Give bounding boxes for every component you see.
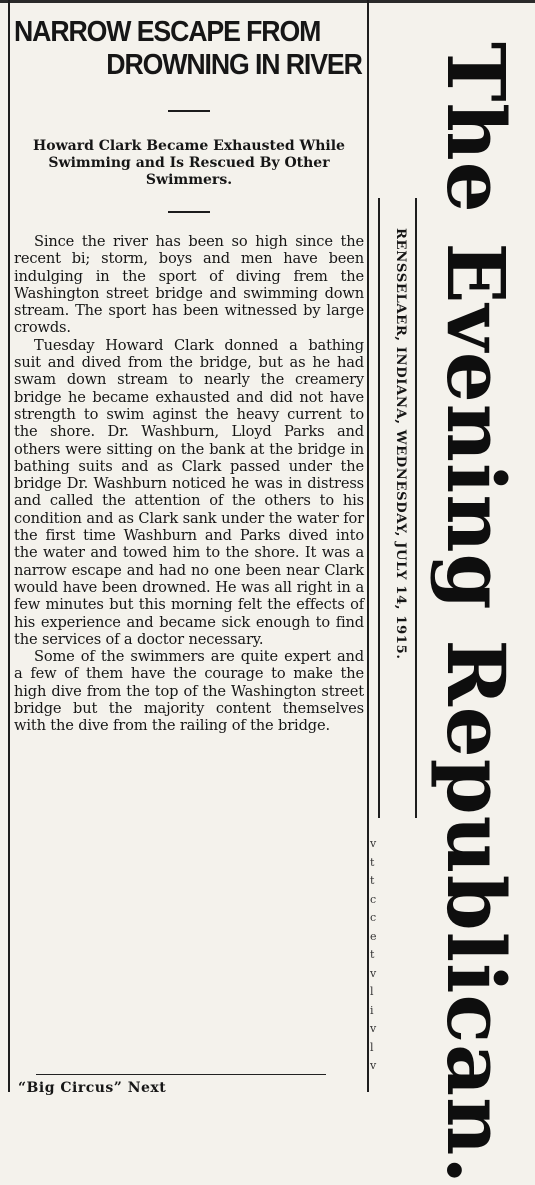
headline-divider bbox=[168, 110, 210, 112]
edge-letter: v bbox=[370, 1059, 377, 1072]
news-article bbox=[14, 12, 364, 735]
adjacent-column-edge bbox=[370, 835, 377, 1076]
paragraph-3: Some of the swimmers are quite expert and a few of them have the courage to make the high dive from the top of the Washington street bridge but the majority content themselves with the dive from the railing of the bridge. bbox=[14, 648, 364, 735]
article-end-rule bbox=[36, 1074, 326, 1075]
edge-letter: i bbox=[370, 1003, 374, 1017]
headline-line-2: DROWNING IN RIVER bbox=[106, 49, 362, 81]
subhead-divider bbox=[168, 211, 210, 213]
paragraph-1: Since the river has been so high since the recent bi; storm, boys and men have been indulging in the sport of diving frem the Washington street bridge and swimming down stream. The sport has been witnessed by large crowds. bbox=[14, 233, 364, 337]
edge-letter: v bbox=[370, 966, 377, 980]
left-column-rule bbox=[8, 0, 10, 1092]
edge-letter: v bbox=[370, 1022, 377, 1035]
headline bbox=[14, 16, 362, 82]
subheadline: Howard Clark Became Exhausted While Swimming and Is Rescued By Other Swimmers. bbox=[33, 138, 345, 188]
edge-letter: l bbox=[370, 1040, 374, 1054]
paragraph-2: Tuesday Howard Clark donned a bathing suit and dived from the bridge, but as he had swam down stream to nearly the creamery bridge he became exhausted and did not have strength to swim aginst the heavy current to the shore. Dr. Washburn, Lloyd Parks and others were sitting on the bank at the bridge in bathing suits and as Clark passed under the bridge Dr. Washburn noticed he was in distress and called the attention of the others to his condition and as Clark sank under the water for the first time Washburn and Parks dived into the water and towed him to the shore. It was a narrow escape and had no one been near Clark would have been drowned. He was all right in a few minutes but this morning felt the effects of his experience and became sick enough to find the services of a doctor necessary. bbox=[14, 336, 364, 648]
edge-letter: t bbox=[370, 874, 375, 887]
article-body bbox=[14, 233, 364, 735]
column-divider bbox=[367, 0, 369, 1092]
dateline-rule-right bbox=[415, 198, 417, 818]
edge-letter: c bbox=[370, 892, 377, 906]
next-article-heading: “Big Circus” Next bbox=[18, 1080, 167, 1096]
edge-letter: t bbox=[370, 948, 375, 961]
headline-line-1: NARROW ESCAPE FROM bbox=[14, 16, 321, 48]
edge-letter: v bbox=[370, 837, 377, 850]
edge-letter: e bbox=[370, 929, 377, 943]
dateline-rule-left bbox=[378, 198, 380, 818]
edge-letter: t bbox=[370, 855, 375, 869]
edge-letter: l bbox=[370, 985, 374, 998]
masthead-title: The Evening Republican. bbox=[429, 42, 523, 1185]
top-rule bbox=[0, 0, 535, 3]
masthead-dateline: RENSSELAER, INDIANA, WEDNESDAY, JULY 14, 1915. bbox=[393, 228, 408, 660]
edge-letter: c bbox=[370, 911, 377, 924]
